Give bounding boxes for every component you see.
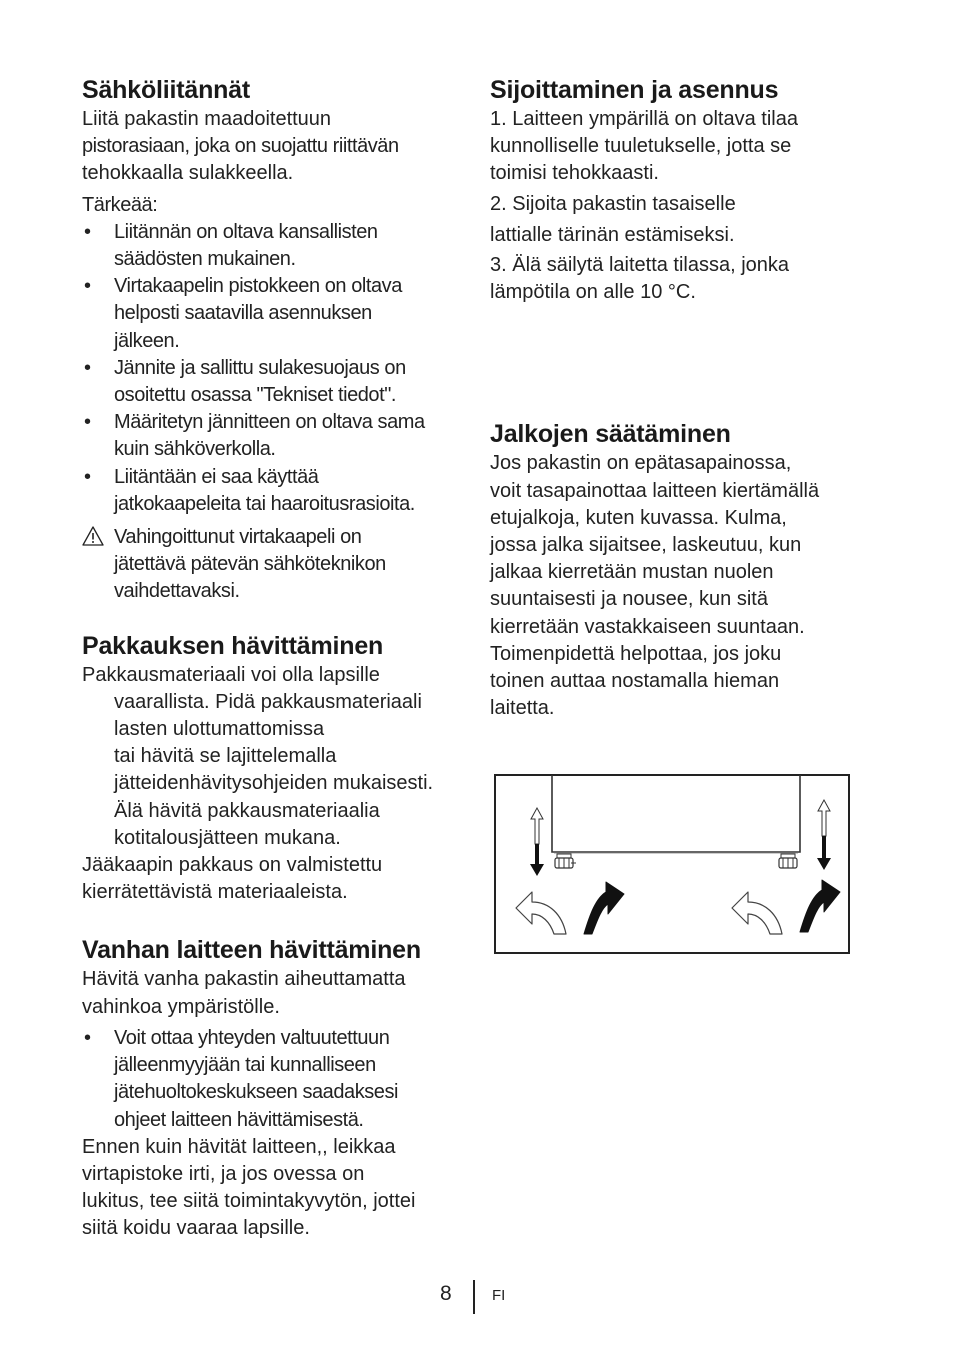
placement-line: lämpötila on alle 10 °C. [490, 281, 696, 304]
packaging-line: lasten ulottumattomissa [114, 718, 325, 741]
list-item [82, 273, 467, 355]
electrical-intro-line: pistorasiaan, joka on suojattu riittävän [82, 135, 399, 158]
list-item-line: Liitännän on oltava kansallisten [114, 220, 378, 243]
list-item-line: ohjeet laitteen hävittämisestä. [114, 1108, 364, 1131]
feet-line: Toimenpidettä helpottaa, jos joku [490, 642, 782, 665]
packaging-line: Pakkausmateriaali voi olla lapsille [82, 663, 380, 686]
old-appliance-line: siitä koidu vaaraa lapsille. [82, 1217, 310, 1240]
packaging-line: Älä hävitä pakkausmateriaalia [114, 799, 380, 822]
list-item-line: helposti saatavilla asennuksen [114, 302, 372, 325]
placement-line: toimisi tehokkaasti. [490, 162, 659, 185]
placement-line: 2. Sijoita pakastin tasaiselle [490, 192, 736, 215]
footer-divider [473, 1280, 475, 1314]
warning-triangle-icon [82, 526, 104, 554]
old-appliance-bullet-list [82, 1025, 467, 1134]
list-item [82, 409, 467, 463]
feet-line: laitetta. [490, 697, 555, 720]
right-column [490, 74, 870, 722]
list-item-line: jätehuoltokeskukseen saadaksesi [114, 1081, 399, 1104]
packaging-line: kierrätettävistä materiaaleista. [82, 881, 348, 904]
warning-line: Vahingoittunut virtakaapeli on [114, 526, 362, 549]
old-appliance-line: virtapistoke irti, ja jos ovessa on [82, 1162, 365, 1185]
placement-line: kunnolliselle tuuletukselle, jotta se [490, 135, 792, 158]
heading-packaging: Pakkauksen hävittäminen [82, 631, 384, 660]
feet-line: voit tasapainottaa laitteen kiertämällä [490, 479, 820, 502]
list-item-line: Määritetyn jännitteen on oltava sama [114, 411, 425, 434]
old-appliance-line: lukitus, tee siitä toimintakyvytön, jottei [82, 1190, 416, 1213]
list-item-line: jälleenmyyjään tai kunnalliseen [114, 1054, 376, 1077]
list-item-line: kuin sähköverkolla. [114, 438, 276, 461]
section-electrical [82, 74, 467, 606]
old-appliance-line: Ennen kuin hävität laitteen,, leikkaa [82, 1135, 396, 1158]
warning-line: jätettävä pätevän sähköteknikon [114, 553, 386, 576]
bullet-symbol: • [84, 411, 91, 434]
section-old-appliance [82, 934, 467, 1242]
list-item-line: osoitettu osassa "Tekniset tiedot". [114, 384, 396, 407]
section-packaging [82, 630, 467, 907]
bullet-symbol: • [84, 1026, 91, 1049]
section-feet [490, 418, 870, 722]
bullet-symbol: • [84, 220, 91, 243]
list-item-line: säädösten mukainen. [114, 248, 296, 271]
language-code: FI [492, 1287, 506, 1304]
heading-electrical: Sähköliitännät [82, 76, 251, 104]
electrical-intro-line: Liitä pakastin maadoitettuun [82, 108, 332, 130]
feet-line: jalkaa kierretään mustan nuolen [490, 561, 774, 584]
list-item [82, 464, 467, 518]
electrical-intro-line: tehokkaalla sulakkeella. [82, 162, 294, 185]
feet-line: toinen auttaa nostamalla hieman [490, 670, 780, 693]
heading-feet: Jalkojen säätäminen [490, 420, 731, 449]
warning-note [82, 524, 467, 606]
feet-adjustment-illustration [494, 774, 850, 954]
left-column [82, 74, 467, 1243]
electrical-bullet-list [82, 219, 467, 518]
list-item-line: Liitäntään ei saa käyttää [114, 465, 319, 488]
list-item [82, 219, 467, 273]
feet-line: Jos pakastin on epätasapainossa, [490, 452, 792, 475]
old-appliance-line: Hävitä vanha pakastin aiheuttamatta [82, 968, 406, 991]
page-number: 8 [440, 1282, 452, 1305]
packaging-line: tai hävitä se lajittelemalla [114, 745, 337, 768]
packaging-line: Jääkaapin pakkaus on valmistettu [82, 854, 383, 877]
list-item [82, 1025, 467, 1134]
list-item [82, 355, 467, 409]
list-item-line: Voit ottaa yhteyden valtuutettuun [114, 1026, 390, 1049]
list-item-line: Jännite ja sallittu sulakesuojaus on [114, 356, 406, 379]
list-item-line: jatkokaapeleita tai haaroitusrasioita. [114, 492, 415, 515]
list-item-line: Virtakaapelin pistokkeen on oltava [114, 275, 402, 298]
bullet-symbol: • [84, 356, 91, 379]
old-appliance-line: vahinkoa ympäristölle. [82, 995, 280, 1018]
heading-placement: Sijoittaminen ja asennus [490, 76, 779, 104]
placement-line: lattialle tärinän estämiseksi. [490, 223, 735, 246]
placement-line: 1. Laitteen ympärillä on oltava tilaa [490, 108, 798, 130]
feet-line: kierretään vastakkaiseen suuntaan. [490, 615, 805, 638]
section-placement [490, 74, 870, 306]
warning-line: vaihdettavaksi. [114, 580, 240, 603]
packaging-line: kotitalousjätteen mukana. [114, 826, 341, 849]
right-foot [779, 854, 797, 868]
bullet-symbol: • [84, 275, 91, 298]
feet-line: etujalkoja, kuten kuvassa. Kulma, [490, 506, 787, 529]
placement-line: 3. Älä säilytä laitetta tilassa, jonka [490, 254, 790, 277]
feet-line: jossa jalka sijaitsee, laskeutuu, kun [490, 534, 802, 557]
packaging-line: jätteidenhävitysohjeiden mukaisesti. [114, 772, 434, 795]
heading-old-appliance: Vanhan laitteen hävittäminen [82, 936, 421, 965]
packaging-line: vaarallista. Pidä pakkausmateriaali [114, 690, 422, 713]
bullet-symbol: • [84, 465, 91, 488]
feet-line: suuntaisesti ja nousee, kun sitä [490, 588, 768, 611]
list-item-line: jälkeen. [114, 329, 180, 352]
important-label: Tärkeää: [82, 193, 158, 216]
